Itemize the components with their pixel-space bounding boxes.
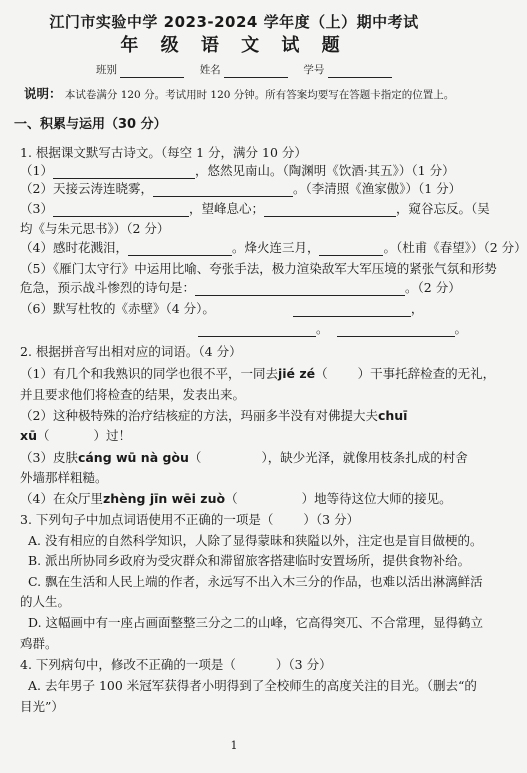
q3-option-d-cont: 鸡群。 [20,636,58,651]
q1-blank-2[interactable] [153,184,293,197]
q4-option-a-cont: 目光”） [20,699,64,714]
q3-option-d: D. 这幅画中有一座占画面整整三分之二的山峰，它高得突兀、不合常理，显得鹤立 [28,615,484,630]
exam-subtitle: 年 级 语 文 试 题 [120,35,348,56]
q1-line-2: （2）天接云涛连晓雾， 。（李清照《渔家傲》）（1 分） [20,181,462,196]
q1-blank-10[interactable] [337,324,455,337]
q1-line-5b: 危急，预示战斗惨烈的诗句是： 。（2 分） [20,280,461,295]
exam-note [24,86,454,103]
q2-intro: 2. 根据拼音写出相对应的词语。（4 分） [20,344,242,359]
q4-intro: 4. 下列病句中，修改不正确的一项是（ ）（3 分） [20,657,332,672]
q1-blank-3[interactable] [53,204,189,217]
q1-line-6b: 。 。 [20,321,454,337]
q1-line-4: （4）感时花溅泪， 。烽火连三月， 。（杜甫《春望》）（2 分） [20,240,527,255]
q1-line-5: （5）《雁门太守行》中运用比喻、夸张手法，极力渲染敌军大军压境的紧张气氛和形势 [20,261,497,276]
q2-line-2: （2）这种极特殊的治疗结核症的方法，玛丽多半没有对佛提大夫chuī [20,408,408,423]
q3-option-a: A. 没有相应的自然科学知识，人除了显得蒙昧和狭隘以外，注定也是盲目做梗的。 [28,533,483,548]
q1-blank-7[interactable] [195,283,405,296]
class-label: 班别 [96,64,117,76]
q1-line-3b: 均《与朱元思书》）（2 分） [20,221,170,236]
q1-line-6: （6）默写杜牧的《赤壁》（4 分）。 ， [20,301,424,316]
q3-intro: 3. 下列句子中加点词语使用不正确的一项是（ ）（3 分） [20,512,360,527]
q1-blank-5[interactable] [128,243,232,256]
number-blank[interactable] [328,65,392,78]
q1-intro: 1. 根据课文默写古诗文。（每空 1 分，满分 10 分） [20,145,307,160]
name-label: 姓名 [199,64,221,76]
q1-blank-8[interactable] [293,304,411,317]
q2-line-4: （4）在众厅里zhèng jīn wēi zuò（ ）地等待这位大师的接见。 [20,491,452,506]
section-1-title: 一、积累与运用（30 分） [14,117,167,132]
class-blank[interactable] [120,65,184,78]
student-info-row [96,62,454,78]
q3-option-c-cont: 的人生。 [20,594,71,609]
number-label: 学号 [303,64,325,76]
q1-blank-6[interactable] [319,243,383,256]
name-blank[interactable] [224,65,288,78]
page-number: 1 [230,739,238,752]
note-text: 本试卷满分 120 分。考试用时 120 分钟。所有答案均要写在答题卡指定的位置上。 [64,89,455,101]
q1-blank-1[interactable] [53,166,195,179]
q4-option-a: A. 去年男子 100 米冠军获得者小明得到了全校师生的高度关注的目光。（删去“的 [28,678,477,693]
q2-line-3c: 外墙那样粗糙。 [20,470,108,485]
q1-blank-4[interactable] [264,204,396,217]
q1-line-3: （3） ，望峰息心； ，窥谷忘反。（吴 [20,201,490,216]
note-label: 说明： [24,86,62,101]
q1-line-1: （1） ，悠然见南山。（陶渊明《饮酒·其五》）（1 分） [20,163,455,178]
q3-option-c: C. 飘在生活和人民上端的作者，永远写不出入木三分的作品，也难以活出淋漓鲜活 [28,574,483,589]
q1-blank-9[interactable] [198,324,316,337]
q2-line-1: （1）有几个和我熟识的同学也很不平，一同去jié zé（ ）干事托辞检查的无礼， [20,366,496,381]
q3-option-b: B. 派出所协同乡政府为受灾群众和滞留旅客搭建临时安置场所，提供食物补给。 [28,553,471,568]
q2-line-2b: xū（ ）过！ [20,428,132,443]
q2-line-1c: 并且要求他们将检查的结果，发表出来。 [20,387,246,402]
q2-line-3: （3）皮肤cáng wū nà gòu（ ），缺少光泽，就像用枝条扎成的村舍 [20,450,468,465]
exam-title: 江门市实验中学 2023-2024 学年度（上）期中考试 [49,13,419,31]
